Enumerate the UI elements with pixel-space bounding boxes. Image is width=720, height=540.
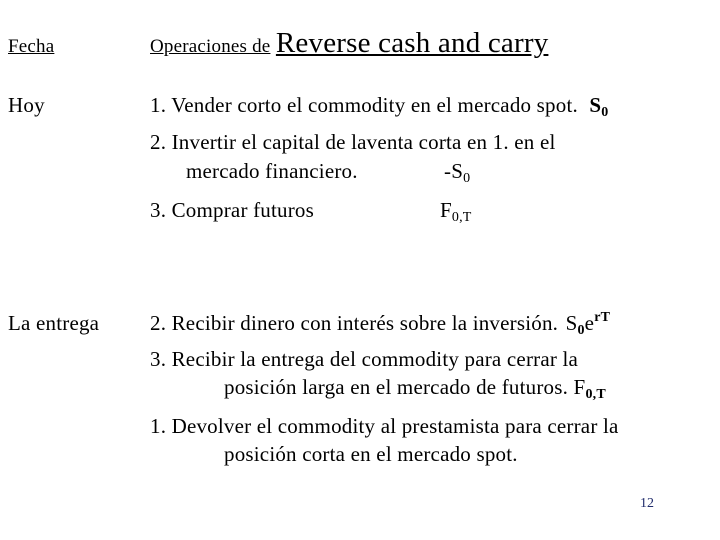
- hoy-item-2-line2: mercado financiero.: [186, 159, 358, 183]
- entrega-item-3-line2: posición corta en el mercado spot.: [224, 442, 518, 466]
- row-label-la-entrega: La entrega: [8, 311, 100, 335]
- header-fecha: Fecha: [8, 36, 55, 57]
- entrega-item-1-text: 2. Recibir dinero con interés sobre la inversión.: [150, 311, 559, 335]
- entrega-item-2-line2: [224, 374, 606, 400]
- header-title: Reverse cash and carry: [275, 27, 549, 59]
- hoy-item-3-text: 3. Comprar futuros: [150, 198, 314, 222]
- entrega-item-1-sym: S: [565, 311, 578, 335]
- hoy-item-2-sub: 0: [463, 171, 471, 186]
- hoy-item-1-sym: S: [589, 93, 602, 117]
- entrega-item-2-line1: 3. Recibir la entrega del commodity para cerrar la: [150, 347, 579, 371]
- entrega-item-2-sym: F: [573, 375, 586, 399]
- entrega-item-2-text: posición larga en el mercado de futuros.: [224, 375, 569, 399]
- hoy-item-1: [150, 92, 608, 118]
- entrega-item-3-line1: 1. Devolver el commodity al prestamista para cerrar la: [150, 414, 619, 438]
- hoy-item-1-sub: 0: [601, 105, 609, 120]
- entrega-item-1: [150, 310, 610, 336]
- entrega-item-1-mid: e: [584, 311, 595, 335]
- header-operaciones-prefix: Operaciones de: [150, 36, 271, 57]
- hoy-item-1-text: 1. Vender corto el commodity en el mercado spot.: [150, 93, 578, 117]
- hoy-item-2-sym: -S: [444, 159, 464, 183]
- hoy-item-3-sym: F: [440, 198, 452, 222]
- page-number: 12: [640, 496, 654, 511]
- header-operaciones: [150, 27, 549, 60]
- hoy-item-2-value: [444, 158, 470, 184]
- entrega-item-2-sub: 0,T: [585, 387, 606, 402]
- entrega-item-1-sub: 0: [577, 323, 585, 338]
- hoy-item-3-value: [440, 197, 472, 223]
- entrega-item-1-sup: rT: [594, 310, 611, 325]
- hoy-item-3-sub: 0,T: [451, 210, 472, 225]
- hoy-item-2-line1: 2. Invertir el capital de laventa corta en 1. en el: [150, 130, 556, 154]
- row-label-hoy: Hoy: [8, 93, 45, 117]
